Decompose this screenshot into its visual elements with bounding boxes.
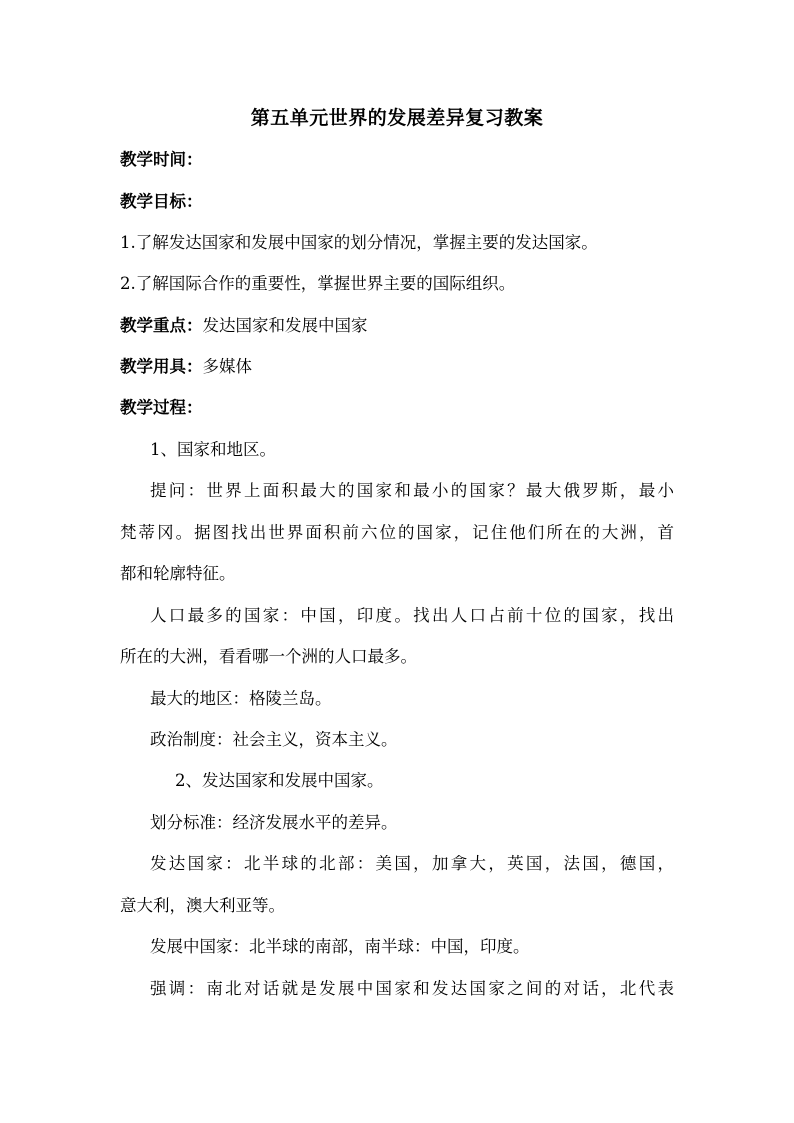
paragraph-line: 人口最多的国家：中国，印度。找出人口占前十位的国家，找出 <box>150 606 674 625</box>
teaching-goal-label: 教学目标： <box>120 192 203 211</box>
paragraph-line: 都和轮廓特征。 <box>120 564 236 583</box>
goal-item-1: 1.了解发达国家和发展中国家的划分情况，掌握主要的发达国家。 <box>120 233 598 252</box>
paragraph-line: 意大利，澳大利亚等。 <box>120 896 285 915</box>
section-heading-1: 1、国家和地区。 <box>150 440 276 459</box>
paragraph-line: 强调：南北对话就是发展中国家和发达国家之间的对话，北代表 <box>150 979 674 998</box>
paragraph-line: 最大的地区：格陵兰岛。 <box>150 689 332 708</box>
process-label: 教学过程： <box>120 398 203 417</box>
tools-line <box>120 356 252 378</box>
goal-item-2: 2.了解国际合作的重要性，掌握世界主要的国际组织。 <box>120 274 516 293</box>
document-title: 第五单元世界的发展差异复习教案 <box>250 107 544 129</box>
paragraph-line: 政治制度：社会主义，资本主义。 <box>150 730 398 749</box>
paragraph-line: 发展中国家：北半球的南部，南半球：中国，印度。 <box>150 937 530 956</box>
section-heading-2: 2、发达国家和发展中国家。 <box>175 771 384 790</box>
tools-label: 教学用具： <box>120 357 203 376</box>
key-point-label: 教学重点： <box>120 316 203 335</box>
paragraph-line: 梵蒂冈。据图找出世界面积前六位的国家，记住他们所在的大洲，首 <box>120 523 674 542</box>
paragraph-line: 划分标准：经济发展水平的差异。 <box>150 813 398 832</box>
key-point-line <box>120 315 368 337</box>
tools-value: 多媒体 <box>202 357 252 376</box>
teaching-time-label: 教学时间： <box>120 150 203 169</box>
paragraph-line: 发达国家：北半球的北部：美国，加拿大，英国，法国，德国， <box>150 854 674 873</box>
key-point-value: 发达国家和发展中国家 <box>202 316 368 335</box>
paragraph-line: 提问：世界上面积最大的国家和最小的国家？最大俄罗斯，最小 <box>150 481 674 500</box>
paragraph-line: 所在的大洲，看看哪一个洲的人口最多。 <box>120 647 417 666</box>
